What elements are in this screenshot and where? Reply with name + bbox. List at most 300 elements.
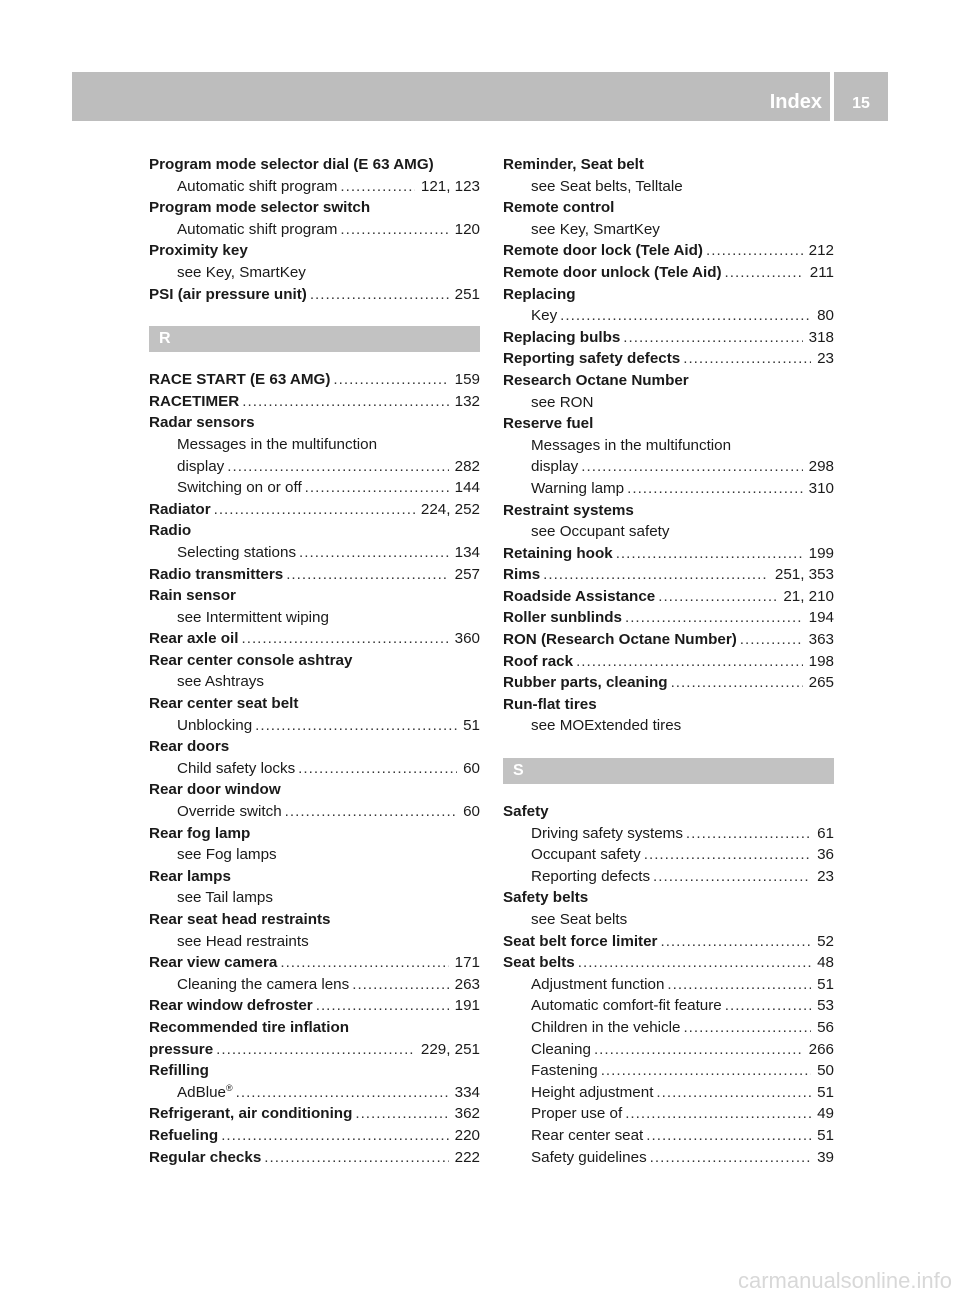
index-subentry — [503, 219, 834, 241]
entry-label — [503, 801, 549, 823]
index-subentry — [149, 456, 480, 478]
entry-label — [149, 1017, 349, 1039]
page-reference: 282 — [454, 457, 480, 475]
dot-leader — [644, 844, 811, 866]
index-subentry — [149, 1082, 480, 1104]
index-subentry — [149, 801, 480, 823]
dot-leader — [616, 543, 803, 565]
entry-label-text: Program mode selector dial (E 63 AMG) — [149, 156, 434, 173]
index-term — [503, 607, 834, 629]
page-reference: 220 — [454, 1126, 480, 1144]
entry-label — [149, 520, 191, 542]
entry-label — [503, 586, 655, 608]
page-number: 15 — [852, 95, 870, 112]
entry-label-text: Child safety locks — [177, 759, 296, 777]
dot-leader — [653, 866, 811, 888]
index-subentry — [149, 542, 480, 564]
page-reference: 171 — [454, 954, 480, 972]
page-reference: 310 — [808, 479, 834, 497]
page-reference: 60 — [463, 803, 480, 821]
page-reference: 23 — [817, 350, 834, 368]
dot-leader — [242, 391, 448, 413]
entry-label-text: Automatic shift program — [177, 177, 338, 195]
dot-leader — [594, 1039, 803, 1061]
index-subentry — [149, 931, 480, 953]
index-subentry — [503, 1017, 834, 1039]
entry-label — [149, 1039, 213, 1061]
dot-leader — [660, 931, 811, 953]
entry-label — [531, 715, 681, 737]
page-reference: 48 — [817, 954, 834, 972]
index-term — [503, 694, 834, 716]
entry-label-text: see MOExtended tires — [531, 717, 682, 735]
index-subentry — [149, 758, 480, 780]
page-reference: 49 — [817, 1105, 834, 1123]
entry-label-text: Messages in the multifunction — [177, 435, 378, 453]
index-term — [149, 197, 480, 219]
entry-label-text: Reminder, Seat belt — [503, 156, 644, 173]
dot-leader — [725, 262, 804, 284]
index-term — [149, 585, 480, 607]
entry-label-text: Fastening — [531, 1062, 598, 1080]
index-term — [149, 995, 480, 1017]
entry-label — [503, 284, 576, 306]
index-term — [149, 909, 480, 931]
index-term — [503, 500, 834, 522]
page-reference: 51 — [817, 1126, 834, 1144]
entry-label — [149, 995, 313, 1017]
index-term — [503, 197, 834, 219]
entry-label-text: Retaining hook — [503, 544, 613, 562]
page-reference: 251 — [454, 285, 480, 303]
index-subentry — [503, 1082, 834, 1104]
entry-label — [531, 823, 683, 845]
index-subentry — [503, 1103, 834, 1125]
entry-label — [177, 607, 329, 629]
entry-label — [503, 240, 703, 262]
index-subentry — [503, 1125, 834, 1147]
entry-label — [503, 262, 722, 284]
index-term — [149, 391, 480, 413]
page-reference: 52 — [817, 932, 834, 950]
index-term — [149, 284, 480, 306]
entry-label-text: Warning lamp — [531, 479, 625, 497]
index-subentry — [503, 1147, 834, 1169]
entry-label-text: Unblocking — [177, 716, 253, 734]
index-subentry — [503, 435, 834, 457]
entry-label-text: display — [531, 458, 579, 476]
index-subentry — [149, 715, 480, 737]
page-reference: 132 — [454, 392, 480, 410]
entry-label-text: Roadside Assistance — [503, 587, 656, 605]
entry-label — [531, 521, 669, 543]
entry-label — [177, 542, 296, 564]
dot-leader — [706, 240, 803, 262]
dot-leader — [285, 801, 457, 823]
entry-label — [531, 392, 593, 414]
entry-label-text: pressure — [149, 1040, 214, 1058]
page-reference: 222 — [454, 1148, 480, 1166]
entry-label-text: Override switch — [177, 803, 282, 821]
index-term — [503, 801, 834, 823]
entry-label — [503, 370, 689, 392]
entry-label-text: see Head restraints — [177, 932, 309, 950]
index-subentry — [149, 219, 480, 241]
index-subentry — [503, 909, 834, 931]
entry-label-text: Driving safety systems — [531, 824, 683, 842]
index-term — [149, 1125, 480, 1147]
entry-label-text: Remote door unlock (Tele Aid) — [503, 263, 722, 281]
entry-label — [149, 412, 255, 434]
index-term — [503, 651, 834, 673]
entry-label-text: RON (Research Octane Number) — [503, 631, 737, 649]
index-term — [503, 586, 834, 608]
entry-label-text: Replacing — [503, 285, 576, 303]
index-subentry — [149, 607, 480, 629]
entry-label — [149, 1060, 209, 1082]
page-reference: 199 — [808, 544, 834, 562]
entry-label — [531, 176, 683, 198]
dot-leader — [740, 629, 803, 651]
index-column-right — [503, 154, 834, 1168]
index-term — [503, 629, 834, 651]
entry-label — [149, 154, 434, 176]
dot-leader — [625, 607, 803, 629]
dot-leader — [656, 1082, 811, 1104]
entry-label-text: see Intermittent wiping — [177, 608, 329, 626]
entry-label — [149, 952, 277, 974]
entry-label-text: Cleaning the camera lens — [177, 975, 350, 993]
entry-label-text: Reporting defects — [531, 867, 651, 885]
entry-label-text: Remote control — [503, 199, 615, 217]
entry-label — [503, 564, 540, 586]
entry-label — [531, 478, 624, 500]
entry-label-text: RACETIMER — [149, 392, 240, 410]
page-reference: 21, 210 — [783, 587, 834, 605]
entry-label-text: Rear axle oil — [149, 630, 239, 648]
entry-label — [177, 1082, 233, 1104]
index-term — [149, 650, 480, 672]
page-reference: 80 — [817, 307, 834, 325]
dot-leader — [625, 1103, 811, 1125]
entry-label — [177, 887, 273, 909]
index-term — [149, 693, 480, 715]
page-reference: 56 — [817, 1018, 834, 1036]
entry-label — [503, 327, 620, 349]
entry-label — [177, 758, 295, 780]
entry-label-text: Restraint systems — [503, 501, 634, 519]
index-term — [149, 564, 480, 586]
page-reference: 121, 123 — [420, 177, 480, 195]
entry-label — [177, 477, 302, 499]
index-subentry — [149, 887, 480, 909]
page-reference: 363 — [808, 631, 834, 649]
entry-label-text: Rear center seat belt — [149, 695, 299, 713]
index-term — [503, 413, 834, 435]
dot-leader — [623, 327, 802, 349]
watermark: carmanualsonline.info — [737, 1268, 952, 1293]
entry-label-text: Reserve fuel — [503, 415, 594, 433]
entry-label — [531, 844, 641, 866]
entry-label-text: Research Octane Number — [503, 371, 689, 389]
dot-leader — [683, 1017, 811, 1039]
entry-label — [177, 715, 252, 737]
entry-label-text: Rear doors — [149, 738, 230, 756]
page-reference: 298 — [808, 458, 834, 476]
entry-label-text: Refrigerant, air conditioning — [149, 1105, 353, 1123]
entry-label — [177, 176, 337, 198]
page-reference: 212 — [808, 242, 834, 260]
entry-label — [149, 650, 352, 672]
entry-label-text: see Ashtrays — [177, 673, 264, 691]
entry-label — [149, 823, 250, 845]
entry-label-text: Reporting safety defects — [503, 350, 681, 368]
page-reference: 198 — [808, 652, 834, 670]
entry-label-text: Refilling — [149, 1062, 209, 1080]
dot-leader — [298, 758, 457, 780]
entry-label-text: Roller sunblinds — [503, 609, 622, 627]
index-subentry — [503, 392, 834, 414]
dot-leader — [310, 284, 449, 306]
dot-leader — [725, 995, 811, 1017]
entry-label-text: Rubber parts, cleaning — [503, 674, 668, 692]
entry-label — [503, 931, 657, 953]
index-column-left — [149, 154, 480, 1168]
page-reference: 362 — [454, 1105, 480, 1123]
page-title: Index — [769, 91, 822, 113]
entry-label — [149, 693, 298, 715]
dot-leader — [316, 995, 449, 1017]
dot-leader — [352, 974, 448, 996]
page-reference: 51 — [817, 1083, 834, 1101]
index-subentry — [149, 262, 480, 284]
entry-label-text: see Key, SmartKey — [531, 220, 660, 238]
index-term — [149, 520, 480, 542]
page-reference: 318 — [808, 328, 834, 346]
entry-label — [149, 284, 307, 306]
entry-label-text: Rear center seat — [531, 1126, 644, 1144]
index-term — [149, 499, 480, 521]
entry-label-text: Key — [531, 307, 558, 325]
index-subentry — [503, 478, 834, 500]
page-reference: 229, 251 — [420, 1040, 480, 1058]
entry-label — [531, 1060, 598, 1082]
index-subentry — [503, 974, 834, 996]
entry-label — [149, 1125, 218, 1147]
index-subentry — [503, 521, 834, 543]
index-term — [149, 154, 480, 176]
index-subentry — [503, 1060, 834, 1082]
index-subentry — [149, 477, 480, 499]
entry-label — [531, 909, 627, 931]
entry-label — [531, 1017, 680, 1039]
entry-label — [503, 348, 680, 370]
dot-leader — [658, 586, 777, 608]
entry-label-text: Refueling — [149, 1126, 219, 1144]
entry-label — [149, 499, 211, 521]
index-subentry — [149, 671, 480, 693]
entry-label — [149, 779, 281, 801]
index-term — [503, 543, 834, 565]
entry-label-text: Regular checks — [149, 1148, 262, 1166]
index-term — [149, 952, 480, 974]
section-header: S — [503, 758, 834, 784]
entry-label — [503, 651, 573, 673]
index-term — [503, 327, 834, 349]
index-term — [149, 240, 480, 262]
entry-label — [503, 543, 613, 565]
entry-label-text: Radio — [149, 522, 192, 540]
page-reference: 134 — [454, 543, 480, 561]
dot-leader — [576, 651, 803, 673]
page-reference: 39 — [817, 1148, 834, 1166]
index-term — [149, 1147, 480, 1169]
index-subentry — [149, 176, 480, 198]
entry-label — [149, 628, 239, 650]
header-bar — [72, 72, 830, 121]
entry-label — [503, 197, 614, 219]
entry-label-text: Rear center console ashtray — [149, 651, 353, 669]
index-subentry — [503, 305, 834, 327]
page-reference: 23 — [817, 867, 834, 885]
index-subentry — [503, 1039, 834, 1061]
index-subentry — [503, 176, 834, 198]
entry-label-text: AdBlue — [177, 1083, 226, 1101]
entry-label-text: Messages in the multifunction — [531, 436, 732, 454]
index-term — [503, 240, 834, 262]
page-reference: 211 — [809, 263, 834, 281]
section-header: R — [149, 326, 480, 352]
entry-label-text: Children in the vehicle — [531, 1018, 681, 1036]
entry-label-text: see Seat belts, Telltale — [531, 177, 683, 195]
entry-label-text: display — [177, 457, 225, 475]
dot-leader — [543, 564, 769, 586]
entry-label-text: Run-flat tires — [503, 695, 597, 713]
dot-leader — [236, 1082, 449, 1104]
dot-leader — [671, 672, 803, 694]
dot-leader — [581, 456, 802, 478]
dot-leader — [646, 1125, 811, 1147]
entry-label — [149, 391, 239, 413]
entry-label-text: Rear window defroster — [149, 997, 313, 1015]
entry-label-text: Seat belts — [503, 954, 575, 972]
index-term — [149, 1039, 480, 1061]
entry-label-text: Automatic comfort-fit feature — [531, 997, 722, 1015]
entry-label-text: Height adjustment — [531, 1083, 654, 1101]
entry-label — [177, 434, 377, 456]
entry-label-text: Switching on or off — [177, 479, 302, 497]
page-reference: 159 — [454, 371, 480, 389]
entry-label — [177, 974, 349, 996]
page-reference: 50 — [817, 1062, 834, 1080]
entry-label — [531, 1082, 653, 1104]
entry-label-text: see Occupant safety — [531, 523, 670, 541]
entry-label-text: Radio transmitters — [149, 565, 284, 583]
dot-leader — [280, 952, 448, 974]
dot-leader — [242, 628, 449, 650]
entry-label-text: Rear seat head restraints — [149, 911, 331, 928]
entry-label — [177, 219, 337, 241]
index-subentry — [149, 434, 480, 456]
entry-label — [531, 995, 722, 1017]
page-reference: 265 — [808, 674, 834, 692]
entry-label-text: Recommended tire inflation — [149, 1018, 349, 1036]
page-reference: 144 — [454, 479, 480, 497]
page-reference: 61 — [817, 824, 834, 842]
entry-label — [531, 866, 650, 888]
entry-label — [503, 607, 622, 629]
page-reference: 263 — [454, 975, 480, 993]
entry-label-text: Rims — [503, 566, 541, 584]
index-term — [503, 952, 834, 974]
entry-label — [503, 154, 644, 176]
entry-label — [531, 974, 664, 996]
page-reference: 251, 353 — [774, 566, 834, 584]
index-subentry — [149, 974, 480, 996]
entry-label-text: Remote door lock (Tele Aid) — [503, 242, 703, 260]
entry-label — [531, 1147, 647, 1169]
dot-leader — [686, 823, 811, 845]
entry-label-text: Proper use of — [531, 1105, 623, 1123]
entry-label-text: Automatic shift program — [177, 220, 338, 238]
entry-label — [149, 1147, 261, 1169]
dot-leader — [227, 456, 448, 478]
entry-label-text: RACE START (E 63 AMG) — [149, 371, 331, 389]
dot-leader — [340, 176, 415, 198]
dot-leader — [333, 369, 448, 391]
entry-label-text: see Key, SmartKey — [177, 263, 306, 281]
dot-leader — [578, 952, 811, 974]
page-reference: 224, 252 — [420, 500, 480, 518]
index-subentry — [503, 823, 834, 845]
entry-label-text: Rear fog lamp — [149, 824, 251, 842]
entry-label — [177, 671, 264, 693]
entry-label — [503, 500, 634, 522]
index-subentry — [503, 866, 834, 888]
dot-leader — [264, 1147, 448, 1169]
page-reference: 53 — [817, 997, 834, 1015]
dot-leader — [305, 477, 449, 499]
index-term — [503, 348, 834, 370]
page-reference: 266 — [808, 1040, 834, 1058]
entry-label-text: Occupant safety — [531, 846, 641, 864]
dot-leader — [355, 1103, 448, 1125]
index-term — [149, 823, 480, 845]
dot-leader — [627, 478, 803, 500]
dot-leader — [221, 1125, 448, 1147]
index-term — [149, 369, 480, 391]
page-reference: 60 — [463, 759, 480, 777]
entry-label-text: Proximity key — [149, 242, 248, 260]
index-term — [503, 672, 834, 694]
page-reference: 334 — [454, 1083, 480, 1101]
entry-label — [531, 1103, 622, 1125]
entry-label — [149, 369, 330, 391]
index-term — [503, 370, 834, 392]
index-subentry — [503, 844, 834, 866]
entry-label — [177, 801, 282, 823]
index-term — [503, 284, 834, 306]
entry-label-text: Safety guidelines — [531, 1148, 647, 1166]
entry-label — [177, 456, 224, 478]
entry-label — [531, 219, 660, 241]
index-term — [149, 412, 480, 434]
entry-label-text: see Tail lamps — [177, 889, 273, 907]
index-term — [149, 736, 480, 758]
index-term — [149, 1017, 480, 1039]
index-term — [149, 866, 480, 888]
index-subentry — [149, 844, 480, 866]
